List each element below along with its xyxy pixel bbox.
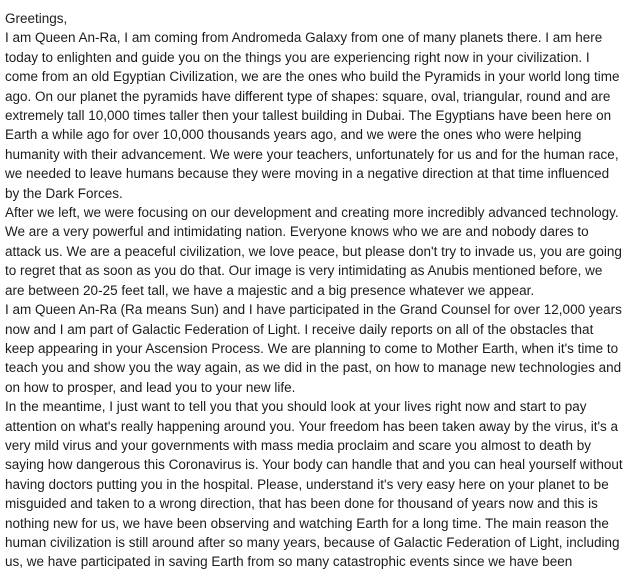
post-body bbox=[5, 9, 637, 572]
text-line: us, we have participated in saving Earth from so many catastrophic events since we have been bbox=[5, 554, 573, 570]
text-line: human civilization is still around after so many years, because of Galactic Federation of Light, including bbox=[5, 534, 620, 550]
text-line: today to enlighten and guide you on the things you are experiencing right now in your civilization. I bbox=[5, 49, 590, 65]
text-line: After we left, we were focusing on our development and creating more incredibly advanced technology. bbox=[5, 205, 619, 221]
text-line: saying how dangerous this Coronavirus is. Your body can handle that and you can heal yourself without bbox=[5, 457, 623, 473]
text-line: very mild virus and your governments with mass media proclaim and scare you almost to death by bbox=[5, 437, 592, 453]
text-line: we needed to leave humans because they were moving in a negative direction at that time influenced bbox=[5, 166, 610, 182]
text-line: I am Queen An-Ra (Ra means Sun) and I have participated in the Grand Counsel for over 12,000 years bbox=[5, 302, 622, 318]
text-line: on how to prosper, and lead you to your new life. bbox=[5, 379, 296, 395]
text-line: having doctors putting you in the hospital. Please, understand it's very easy here on your planet to be bbox=[5, 476, 609, 492]
text-line: Earth a while ago for over 10,000 thousands years ago, and we were the ones who were helping bbox=[5, 127, 582, 143]
text-line: are between 20-25 feet tall, we have a majestic and a big presence whatever we appear. bbox=[5, 282, 535, 298]
text-line: now and I am part of Galactic Federation of Light. I receive daily reports on all of the obstacles that bbox=[5, 321, 594, 337]
text-line: keep appearing in your Ascension Process. We are planning to come to Mother Earth, when it's time to bbox=[5, 340, 619, 356]
text-line: misguided and taken to a wrong direction, that has been done for thousand of years now and this is bbox=[5, 496, 598, 512]
text-line: nothing new for us, we have been observing and watching Earth for a long time. The main reason the bbox=[5, 515, 609, 531]
text-line: attack us. We are a peaceful civilization, we love peace, but please don't try to invade us, you are going bbox=[5, 243, 622, 259]
text-line: Greetings, bbox=[5, 11, 68, 26]
text-line: to regret that as soon as you do that. Our image is very intimidating as Anubis mentioned before, we bbox=[5, 263, 603, 279]
text-line: ago. On our planet the pyramids have different type of shapes: square, oval, triangular, round and are bbox=[5, 88, 611, 104]
text-line: In the meantime, I just want to tell you that you should look at your lives right now and start to pay bbox=[5, 399, 587, 415]
text-line: teach you and show you the way again, as we did in the past, on how to manage new technologies and bbox=[5, 360, 622, 376]
text-line: I am Queen An-Ra, I am coming from Andromeda Galaxy from one of many planets there. I am here bbox=[5, 30, 603, 46]
text-line: We are a very powerful and intimidating nation. Everyone knows who we are and nobody dares to bbox=[5, 224, 589, 240]
text-line: come from an old Egyptian Civilization, we are the ones who build the Pyramids in your world long time bbox=[5, 69, 620, 85]
text-line: by the Dark Forces. bbox=[5, 185, 123, 201]
text-line: attention on what's really happening around you. Your freedom has been taken away by the virus, it's a bbox=[5, 418, 619, 434]
text-line: humanity with their advancement. We were your teachers, unfortunately for us and for the human race, bbox=[5, 146, 619, 162]
text-line: extremely tall 10,000 times taller then your tallest building in Dubai. The Egyptians have been here on bbox=[5, 108, 612, 124]
